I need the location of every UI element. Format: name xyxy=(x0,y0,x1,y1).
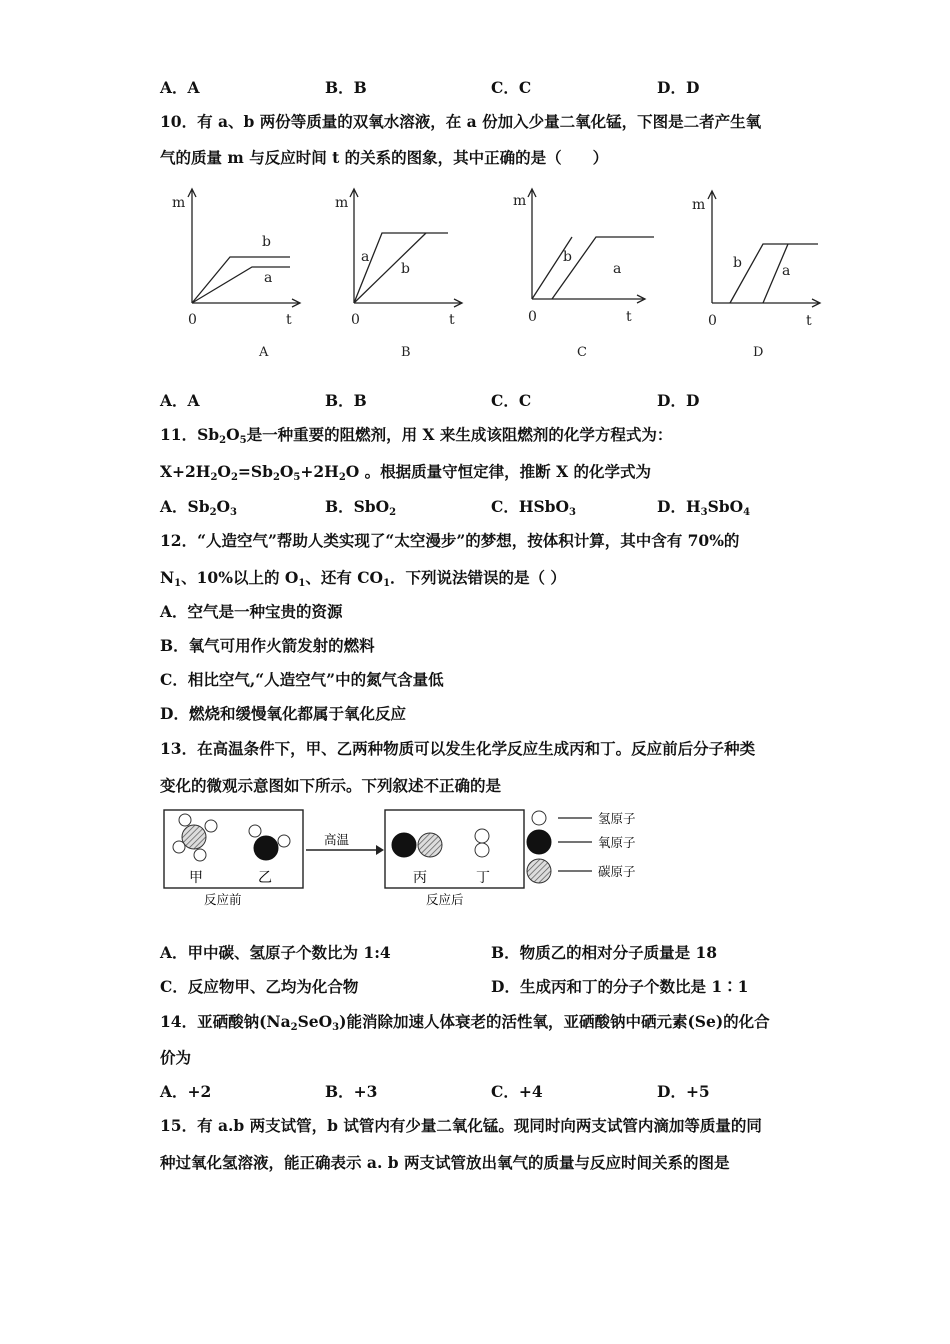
graph-d-letter: D xyxy=(753,345,764,360)
q12-text-line2: $N_1$、10%以上的 $O_1$、还有 $CO_1$．下列说法错误的是（ ） xyxy=(160,568,566,589)
graph-a-t-label: t xyxy=(286,312,292,328)
legend-c-atom xyxy=(527,859,551,883)
q12-option-d: D．燃烧和缓慢氧化都属于氧化反应 xyxy=(160,704,406,723)
q9-option-c: C．C xyxy=(491,78,532,97)
water-h-right xyxy=(278,835,290,847)
label-bing: 丙 xyxy=(413,870,427,886)
graph-d-curve-b xyxy=(730,244,818,303)
q11-option-a: A．$Sb_2O_3$ xyxy=(160,497,238,518)
water-h-left xyxy=(249,825,261,837)
q10-text-line2: 气的质量 m 与反应时间 t 的关系的图象，其中正确的是（ ） xyxy=(160,148,609,167)
graph-c-curve-b xyxy=(532,237,572,299)
graph-c-curve-a xyxy=(552,237,654,299)
co-oxygen-atom xyxy=(392,833,416,857)
q10-option-a: A．A xyxy=(160,391,200,410)
q14-option-b: B．+3 xyxy=(325,1082,378,1101)
h2-atom-bottom xyxy=(475,843,489,857)
q9-option-d: D．D xyxy=(657,78,700,97)
q14-option-a: A．+2 xyxy=(160,1082,212,1101)
graph-a-origin-label: 0 xyxy=(188,312,197,328)
q15-text-line1: 15．有 a.b 两支试管，b 试管内有少量二氧化锰。现同时向两支试管内滴加等质量的同 xyxy=(160,1116,762,1135)
label-yi: 乙 xyxy=(258,870,272,886)
h2-atom-top xyxy=(475,829,489,843)
q12-option-b: B．氧气可用作火箭发射的燃料 xyxy=(160,636,375,655)
q13-text-line1: 13．在高温条件下，甲、乙两种物质可以发生化学反应生成丙和丁。反应前后分子种类 xyxy=(160,739,756,758)
graph-c-letter: C xyxy=(577,345,587,360)
graph-a-curve-b xyxy=(192,257,290,303)
graph-d-origin-label: 0 xyxy=(708,313,717,329)
q13-reaction-diagram xyxy=(160,803,660,915)
methane-h-top xyxy=(179,814,191,826)
graph-a-letter: A xyxy=(259,345,269,360)
graph-d-m-label: m xyxy=(692,197,706,213)
q13-option-d: D．生成丙和丁的分子个数比是 1∶1 xyxy=(491,977,749,996)
graph-c-m-label: m xyxy=(513,193,527,209)
methane-h-right xyxy=(205,820,217,832)
methane-h-bottom xyxy=(194,849,206,861)
q13-text-line2: 变化的微观示意图如下所示。下列叙述不正确的是 xyxy=(160,776,502,795)
q13-option-b: B．物质乙的相对分子质量是 18 xyxy=(491,943,718,962)
legend-c-label: 碳原子 xyxy=(598,864,636,879)
q14-option-d: D．+5 xyxy=(657,1082,710,1101)
graph-b-m-label: m xyxy=(335,195,349,211)
q9-option-b: B．B xyxy=(325,78,367,97)
graph-a-m-label: m xyxy=(172,195,186,211)
label-jia: 甲 xyxy=(189,870,203,886)
q11-equation-line: $X+2H_2O_2=Sb_2O_5+2H_2O$ 。根据质量守恒定律，推断 X 的化学式为 xyxy=(160,462,651,483)
graph-d-a-label: a xyxy=(782,263,791,279)
q14-text-line2: 价为 xyxy=(160,1048,192,1067)
graph-b-t-label: t xyxy=(449,312,455,328)
q10-graphs-figure xyxy=(160,185,840,370)
graph-b-b-label: b xyxy=(401,261,410,277)
q15-text-line2: 种过氧化氢溶液，能正确表示 a. b 两支试管放出氧气的质量与反应时间关系的图是 xyxy=(160,1153,730,1172)
q9-option-a: A．A xyxy=(160,78,200,97)
label-ding: 丁 xyxy=(476,870,490,886)
q13-option-c: C．反应物甲、乙均为化合物 xyxy=(160,977,359,996)
graph-c-origin-label: 0 xyxy=(528,309,537,325)
q11-text-line1: 11．$Sb_2O_5$是一种重要的阻燃剂，用 X 来生成该阻燃剂的化学方程式为： xyxy=(160,425,673,446)
q11-option-d: D．$H_3SbO_4$ xyxy=(657,497,751,518)
legend-o-atom xyxy=(527,830,551,854)
label-before: 反应前 xyxy=(204,892,242,907)
q10-text-line1: 10．有 a、b 两份等质量的双氧水溶液，在 a 份加入少量二氧化锰，下图是二者产生氧 xyxy=(160,112,762,131)
q11-option-c: C．HSbO$_3$ xyxy=(491,497,576,518)
graph-b-curve-b xyxy=(354,233,426,303)
q11-option-b: B．SbO$_2$ xyxy=(325,497,397,518)
legend-h-atom xyxy=(532,811,546,825)
label-after: 反应后 xyxy=(426,892,464,907)
legend-o-label: 氧原子 xyxy=(598,835,636,850)
q10-option-b: B．B xyxy=(325,391,367,410)
methane-h-left xyxy=(173,841,185,853)
graph-b-a-label: a xyxy=(361,249,370,265)
graph-b-origin-label: 0 xyxy=(351,312,360,328)
graph-b-letter: B xyxy=(401,345,411,360)
legend-h-label: 氢原子 xyxy=(598,811,636,826)
q14-option-c: C．+4 xyxy=(491,1082,543,1101)
q12-text-line1: 12．“人造空气”帮助人类实现了“太空漫步”的梦想，按体积计算，其中含有 70%的 xyxy=(160,531,740,550)
q14-text-line1: 14．亚硒酸钠$(Na_2SeO_3)$能消除加速人体衰老的活性氧，亚硒酸钠中硒元素(Se)的化合 xyxy=(160,1012,770,1033)
q13-option-a: A．甲中碳、氢原子个数比为 1:4 xyxy=(160,943,391,962)
water-oxygen-atom xyxy=(254,836,278,860)
q12-option-c: C．相比空气,“人造空气”中的氮气含量低 xyxy=(160,670,444,689)
q12-option-a: A．空气是一种宝贵的资源 xyxy=(160,602,343,621)
graph-a-b-label: b xyxy=(262,234,271,250)
methane-carbon-atom xyxy=(182,825,206,849)
q10-option-c: C．C xyxy=(491,391,532,410)
graph-c-t-label: t xyxy=(626,309,632,325)
graph-a-a-label: a xyxy=(264,270,273,286)
graph-c-b-label: b xyxy=(563,249,572,265)
reaction-arrowhead xyxy=(376,845,384,855)
q10-option-d: D．D xyxy=(657,391,700,410)
graph-c-a-label: a xyxy=(613,261,622,277)
graph-d-b-label: b xyxy=(733,255,742,271)
co-carbon-atom xyxy=(418,833,442,857)
graph-d-t-label: t xyxy=(806,313,812,329)
arrow-condition: 高温 xyxy=(324,832,350,847)
